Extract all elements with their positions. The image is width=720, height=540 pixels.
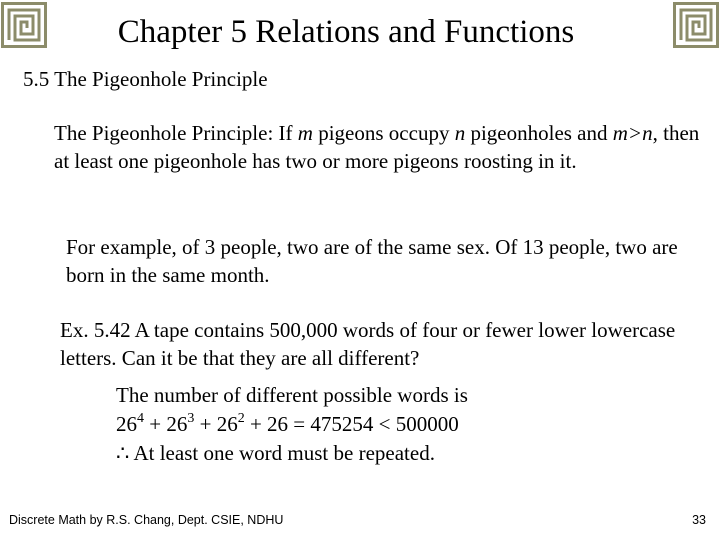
principle-term: The Pigeonhole Principle (54, 121, 268, 145)
section-subtitle: 5.5 The Pigeonhole Principle (23, 67, 268, 91)
math-conclusion: ∴ At least one word must be repeated. (116, 441, 435, 465)
math-equation: $26^4 + 26^3 + 26^2 + 26 = 475254 < 500000$ (116, 411, 459, 436)
exercise-paragraph: Ex. 5.42 A tape contains 500,000 words of four or fewer lower lowercase letters. Can it be that they are all different? (60, 318, 676, 370)
math-solution (116, 381, 468, 468)
slide-title: Chapter 5 Relations and Functions (117, 14, 575, 50)
math-line-intro: The number of different possible words is (116, 383, 468, 407)
footer-credit: Discrete Math by R.S. Chang, Dept. CSIE, NDHU (9, 513, 284, 527)
example-paragraph: For example, of 3 people, two are of the same sex. Of 13 people, two are born in the same month. (66, 235, 678, 287)
page-number: 33 (692, 513, 706, 527)
therefore-icon: ∴ (116, 441, 130, 465)
principle-statement: The Pigeonhole Principle: If m pigeons occupy n pigeonholes and m>n, then at least one pigeonhole has two or more pigeons roosting in it. (54, 121, 700, 173)
